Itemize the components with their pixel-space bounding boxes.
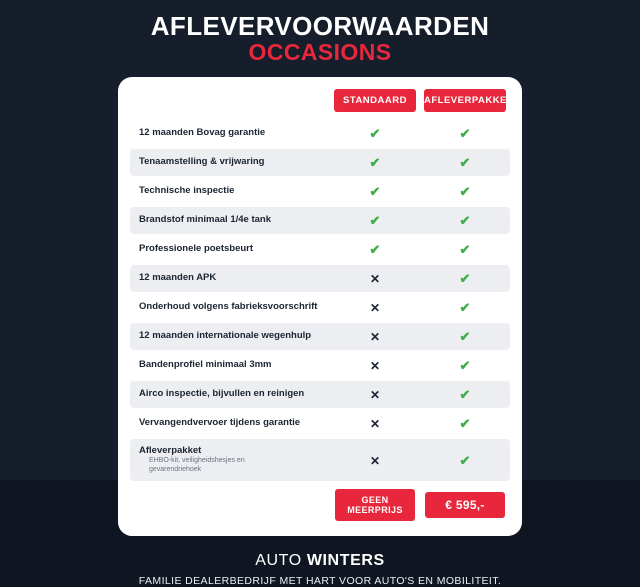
row-label: 12 maanden internationale wegenhulp <box>130 323 330 350</box>
check-icon: ✔ <box>459 270 471 286</box>
cell-standaard <box>330 236 420 263</box>
poster-footer <box>139 552 501 587</box>
cell-afleverpakket <box>420 265 510 292</box>
row-label: Vervangendvervoer tijdens garantie <box>139 417 301 428</box>
check-icon: ✔ <box>369 125 381 141</box>
table-row <box>130 236 510 263</box>
cell-afleverpakket <box>420 178 510 205</box>
row-label <box>130 439 330 481</box>
row-label: 12 maanden Bovag garantie <box>139 127 266 138</box>
check-icon: ✔ <box>459 357 471 373</box>
cell-standaard <box>330 120 420 147</box>
row-label: Bandenprofiel minimaal 3mm <box>139 359 272 370</box>
row-label: 12 maanden APK <box>130 265 330 292</box>
comparison-table <box>130 87 514 524</box>
table-row <box>130 294 510 321</box>
check-icon: ✔ <box>459 183 471 199</box>
check-icon: ✔ <box>369 241 381 257</box>
check-icon: ✔ <box>459 212 471 228</box>
column-header-standaard-label: STANDAARD <box>334 89 416 112</box>
cell-afleverpakket <box>420 120 510 147</box>
row-label: Technische inspectie <box>139 185 235 196</box>
column-header-afleverpakket-label: AFLEVERPAKKET <box>424 89 506 112</box>
page-subtitle: OCCASIONS <box>248 38 392 65</box>
column-header-standaard <box>330 89 420 118</box>
cross-icon: ✕ <box>369 358 381 373</box>
check-icon: ✔ <box>369 212 381 228</box>
brand-tagline: FAMILIE DEALERBEDRIJF MET HART VOOR AUTO'S EN MOBILITEIT. <box>138 575 502 587</box>
column-header-afleverpakket <box>420 89 514 118</box>
table-row <box>130 323 510 350</box>
cell-afleverpakket <box>420 352 510 379</box>
cell-afleverpakket <box>420 323 510 350</box>
table-row <box>130 410 510 437</box>
check-icon: ✔ <box>459 452 471 468</box>
cross-icon: ✕ <box>369 387 381 402</box>
check-icon: ✔ <box>459 299 471 315</box>
comparison-card <box>118 77 522 536</box>
row-label: Onderhoud volgens fabrieksvoorschrift <box>139 301 318 312</box>
cross-icon: ✕ <box>369 416 381 431</box>
row-label-text: Afleverpakket <box>139 444 202 456</box>
table-row <box>130 265 510 292</box>
header-spacer <box>130 89 330 118</box>
check-icon: ✔ <box>459 241 471 257</box>
table-row <box>130 207 510 234</box>
check-icon: ✔ <box>459 125 471 141</box>
cell-standaard <box>330 410 420 437</box>
cell-afleverpakket <box>420 439 510 481</box>
cell-standaard <box>330 149 420 176</box>
cell-standaard <box>330 178 420 205</box>
table-row <box>130 381 510 408</box>
check-icon: ✔ <box>459 154 471 170</box>
table-body <box>130 120 510 522</box>
price-badge-afleverpakket: € 595,- <box>425 492 505 518</box>
row-label: Airco inspectie, bijvullen en reinigen <box>130 381 330 408</box>
check-icon: ✔ <box>459 386 471 402</box>
cell-afleverpakket <box>420 149 510 176</box>
cell-standaard <box>330 439 420 481</box>
cell-afleverpakket <box>420 381 510 408</box>
cell-standaard <box>330 265 420 292</box>
row-label-note: EHBO-kit, veiligheidshesjes en gevarendriehoek <box>149 456 245 473</box>
footer-cell-afleverpakket <box>420 483 510 522</box>
check-icon: ✔ <box>459 415 471 431</box>
table-header-row <box>130 89 510 118</box>
footer-spacer <box>130 483 330 522</box>
cross-icon: ✕ <box>369 453 381 468</box>
cell-standaard <box>330 352 420 379</box>
cell-afleverpakket <box>420 236 510 263</box>
table-footer-row <box>130 483 510 522</box>
check-icon: ✔ <box>459 328 471 344</box>
page-title: AFLEVERVOORWAARDEN <box>150 11 490 41</box>
row-label: Professionele poetsbeurt <box>139 243 254 254</box>
table-row <box>130 178 510 205</box>
brand-name-light: AUTO <box>255 552 307 570</box>
cross-icon: ✕ <box>369 329 381 344</box>
cross-icon: ✕ <box>369 271 381 286</box>
table-row <box>130 352 510 379</box>
price-badge-standaard: GEEN MEERPRIJS <box>335 489 415 521</box>
check-icon: ✔ <box>369 183 381 199</box>
cell-standaard <box>330 323 420 350</box>
footer-cell-standaard <box>330 483 420 522</box>
cross-icon: ✕ <box>369 300 381 315</box>
cell-standaard <box>330 207 420 234</box>
table-head <box>130 89 514 118</box>
table-row <box>130 120 510 147</box>
table-row <box>130 149 510 176</box>
cell-afleverpakket <box>420 294 510 321</box>
cell-standaard <box>330 381 420 408</box>
poster-header <box>151 13 490 64</box>
cell-afleverpakket <box>420 207 510 234</box>
row-label: Tenaamstelling & vrijwaring <box>130 149 330 176</box>
check-icon: ✔ <box>369 154 381 170</box>
table-row <box>130 439 510 481</box>
row-label: Brandstof minimaal 1/4e tank <box>130 207 330 234</box>
cell-afleverpakket <box>420 410 510 437</box>
cell-standaard <box>330 294 420 321</box>
brand-name-bold: WINTERS <box>306 552 385 570</box>
brand-name <box>139 552 501 570</box>
